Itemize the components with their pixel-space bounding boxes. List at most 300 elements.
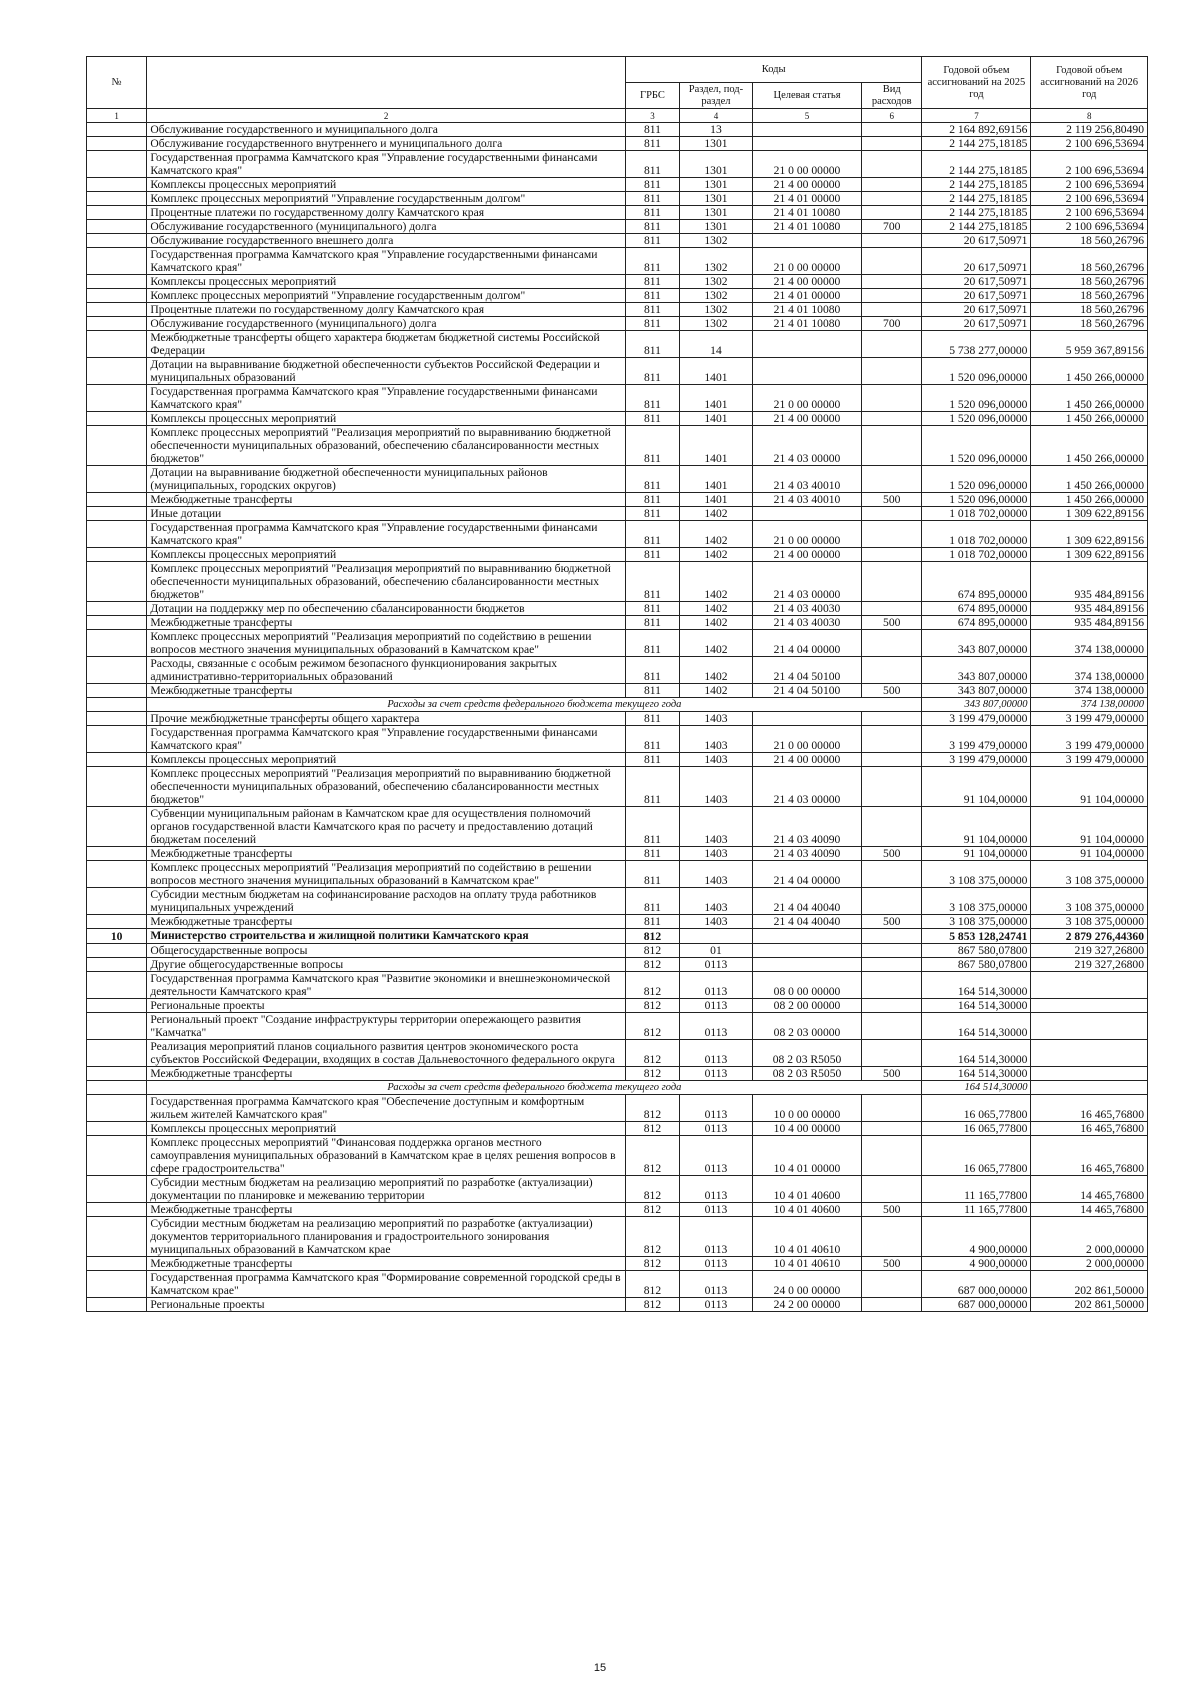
row-amount-2026: 18 560,26796 [1031,303,1148,317]
row-amount-2025: 16 065,77800 [922,1136,1031,1176]
row-section: 0113 [679,958,752,972]
row-name: Комплексы процессных мероприятий [147,1122,626,1136]
row-amount-2026: 2 119 256,80490 [1031,123,1148,137]
row-name: Межбюджетные трансферты [147,493,626,507]
row-amount-2026: 18 560,26796 [1031,275,1148,289]
row-target: 10 4 01 40610 [752,1217,861,1257]
row-amount-2025: 343 807,00000 [922,657,1031,684]
table-row [87,248,1148,275]
row-number [87,548,147,562]
row-amount-2025: 674 895,00000 [922,562,1031,602]
row-grbs: 811 [625,220,679,234]
row-number [87,331,147,358]
row-number [87,767,147,807]
row-vid [862,521,922,548]
row-vid: 700 [862,220,922,234]
table-row [87,426,1148,466]
row-number [87,192,147,206]
row-amount-2025: 1 520 096,00000 [922,358,1031,385]
row-amount-2025: 343 807,00000 [922,698,1031,712]
row-amount-2026 [1031,1040,1148,1067]
row-section: 1402 [679,521,752,548]
row-amount-2026: 2 100 696,53694 [1031,151,1148,178]
table-row [87,861,1148,888]
colnum-5: 5 [752,109,861,123]
row-vid: 500 [862,915,922,929]
row-name: Другие общегосударственные вопросы [147,958,626,972]
row-amount-2025: 343 807,00000 [922,684,1031,698]
row-name: Расходы за счет средств федерального бюджета текущего года [147,698,922,712]
row-target: 24 2 00 00000 [752,1298,861,1312]
row-number [87,275,147,289]
table-row [87,123,1148,137]
row-amount-2026: 3 108 375,00000 [1031,861,1148,888]
row-grbs: 811 [625,466,679,493]
row-section: 0113 [679,1298,752,1312]
row-vid [862,1271,922,1298]
row-grbs: 812 [625,1203,679,1217]
table-row [87,616,1148,630]
row-section: 1301 [679,137,752,151]
row-name: Межбюджетные трансферты общего характера бюджетам бюджетной системы Российской Федерации [147,331,626,358]
row-name: Межбюджетные трансферты [147,616,626,630]
row-name: Субсидии местным бюджетам на реализацию мероприятий по разработке (актуализации) документов территориального планирования и градостроительного зонирования муниципальных образований в Камчатском крае [147,1217,626,1257]
row-number [87,151,147,178]
row-amount-2026: 1 450 266,00000 [1031,385,1148,412]
row-amount-2025: 343 807,00000 [922,630,1031,657]
table-row [87,137,1148,151]
table-row [87,331,1148,358]
row-grbs: 812 [625,1217,679,1257]
row-amount-2026: 16 465,76800 [1031,1136,1148,1176]
row-vid [862,507,922,521]
table-row [87,1203,1148,1217]
row-amount-2025: 687 000,00000 [922,1271,1031,1298]
table-row [87,1013,1148,1040]
row-number [87,1122,147,1136]
table-row [87,548,1148,562]
row-vid [862,192,922,206]
row-amount-2025: 20 617,50971 [922,248,1031,275]
row-number [87,1136,147,1176]
row-vid [862,1040,922,1067]
row-name: Комплекс процессных мероприятий "Реализация мероприятий по содействию в решении вопросов местного значения муниципальных образований в Камчатском крае" [147,630,626,657]
row-vid: 700 [862,317,922,331]
row-vid [862,753,922,767]
row-vid [862,1095,922,1122]
row-amount-2025: 91 104,00000 [922,767,1031,807]
table-row [87,466,1148,493]
row-target: 10 4 01 40600 [752,1176,861,1203]
row-number [87,972,147,999]
row-amount-2026: 374 138,00000 [1031,630,1148,657]
row-amount-2026: 18 560,26796 [1031,317,1148,331]
row-amount-2026: 374 138,00000 [1031,684,1148,698]
table-row [87,289,1148,303]
row-grbs: 811 [625,521,679,548]
row-grbs: 811 [625,753,679,767]
row-number [87,1013,147,1040]
row-name: Региональные проекты [147,1298,626,1312]
row-number [87,888,147,915]
row-number [87,137,147,151]
row-target: 21 4 03 00000 [752,562,861,602]
row-amount-2026: 935 484,89156 [1031,602,1148,616]
row-number [87,847,147,861]
row-section: 1403 [679,915,752,929]
row-section: 1401 [679,412,752,426]
row-vid [862,630,922,657]
table-row [87,712,1148,726]
table-row [87,1298,1148,1312]
row-number [87,521,147,548]
row-section: 1302 [679,289,752,303]
row-amount-2025: 164 514,30000 [922,972,1031,999]
row-grbs: 811 [625,331,679,358]
row-name: Реализация мероприятий планов социального развития центров экономического роста субъектов Российской Федерации, входящих в состав Дальневосточного федерального округа [147,1040,626,1067]
row-target: 10 4 01 40610 [752,1257,861,1271]
row-name: Прочие межбюджетные трансферты общего характера [147,712,626,726]
row-vid [862,426,922,466]
row-section: 1402 [679,602,752,616]
row-amount-2025: 674 895,00000 [922,602,1031,616]
row-amount-2026: 202 861,50000 [1031,1298,1148,1312]
row-amount-2026: 1 309 622,89156 [1031,548,1148,562]
row-section: 1402 [679,562,752,602]
row-section: 1301 [679,178,752,192]
row-amount-2025: 1 520 096,00000 [922,493,1031,507]
table-row [87,807,1148,847]
row-grbs: 811 [625,178,679,192]
row-name: Межбюджетные трансферты [147,1257,626,1271]
row-grbs: 811 [625,684,679,698]
table-row [87,493,1148,507]
row-section: 0113 [679,1257,752,1271]
row-number [87,466,147,493]
row-grbs: 812 [625,972,679,999]
colnum-6: 6 [862,109,922,123]
row-amount-2026: 374 138,00000 [1031,698,1148,712]
row-name: Комплекс процессных мероприятий "Управление государственным долгом" [147,289,626,303]
row-section: 0113 [679,1176,752,1203]
row-number [87,1067,147,1081]
row-amount-2026: 1 309 622,89156 [1031,507,1148,521]
table-row [87,847,1148,861]
table-row [87,1040,1148,1067]
row-target: 24 0 00 00000 [752,1271,861,1298]
row-amount-2025: 5 853 128,24741 [922,929,1031,944]
row-vid [862,137,922,151]
row-name: Комплексы процессных мероприятий [147,178,626,192]
row-vid [862,1013,922,1040]
table-row [87,192,1148,206]
row-grbs: 811 [625,616,679,630]
row-number [87,999,147,1013]
row-target: 08 2 03 R5050 [752,1067,861,1081]
row-amount-2026: 3 199 479,00000 [1031,753,1148,767]
table-row [87,753,1148,767]
row-vid [862,466,922,493]
row-number [87,358,147,385]
row-section: 1302 [679,317,752,331]
row-name: Государственная программа Камчатского края "Управление государственными финансами Камчатского края" [147,726,626,753]
row-amount-2025: 164 514,30000 [922,1040,1031,1067]
row-section: 1301 [679,151,752,178]
row-target [752,137,861,151]
row-vid [862,1122,922,1136]
row-vid [862,234,922,248]
row-vid [862,999,922,1013]
row-number [87,507,147,521]
row-section: 1403 [679,861,752,888]
row-section: 1402 [679,657,752,684]
row-grbs: 811 [625,151,679,178]
row-target: 10 4 01 00000 [752,1136,861,1176]
row-name: Комплексы процессных мероприятий [147,275,626,289]
row-target: 21 4 00 00000 [752,178,861,192]
row-amount-2026 [1031,999,1148,1013]
row-grbs: 811 [625,630,679,657]
row-target: 21 4 04 50100 [752,684,861,698]
row-name: Процентные платежи по государственному долгу Камчатского края [147,206,626,220]
row-amount-2025: 164 514,30000 [922,1067,1031,1081]
row-name: Комплекс процессных мероприятий "Реализация мероприятий по выравниванию бюджетной обеспеченности муниципальных образований, обеспечению сбалансированности местных бюджетов" [147,426,626,466]
row-amount-2025: 1 520 096,00000 [922,466,1031,493]
row-number [87,178,147,192]
row-amount-2026: 1 309 622,89156 [1031,521,1148,548]
colnum-1: 1 [87,109,147,123]
table-row [87,944,1148,958]
row-number [87,753,147,767]
row-section: 1402 [679,684,752,698]
row-grbs: 811 [625,888,679,915]
colnum-2: 2 [147,109,626,123]
row-section: 1302 [679,303,752,317]
table-row [87,275,1148,289]
row-name: Межбюджетные трансферты [147,684,626,698]
row-amount-2025: 2 144 275,18185 [922,151,1031,178]
table-row [87,220,1148,234]
row-amount-2026: 18 560,26796 [1031,289,1148,303]
header-target: Целевая статья [752,83,861,109]
row-grbs: 811 [625,767,679,807]
row-name: Дотации на поддержку мер по обеспечению сбалансированности бюджетов [147,602,626,616]
row-number [87,248,147,275]
row-grbs: 811 [625,234,679,248]
row-grbs: 812 [625,1040,679,1067]
row-name: Обслуживание государственного (муниципального) долга [147,317,626,331]
row-target: 10 4 01 40600 [752,1203,861,1217]
row-amount-2026: 219 327,26800 [1031,958,1148,972]
row-vid [862,861,922,888]
row-name: Обслуживание государственного внешнего долга [147,234,626,248]
row-grbs: 811 [625,861,679,888]
row-grbs: 811 [625,358,679,385]
row-amount-2026: 2 100 696,53694 [1031,178,1148,192]
row-amount-2026: 2 000,00000 [1031,1257,1148,1271]
row-name: Комплекс процессных мероприятий "Реализация мероприятий по выравниванию бюджетной обеспеченности муниципальных образований, обеспечению сбалансированности местных бюджетов" [147,562,626,602]
table-row [87,767,1148,807]
row-grbs: 812 [625,1298,679,1312]
row-vid [862,888,922,915]
federal-funds-row [87,698,1148,712]
row-grbs: 812 [625,1257,679,1271]
row-vid [862,385,922,412]
row-vid [862,767,922,807]
row-target: 21 4 01 10080 [752,303,861,317]
row-target [752,234,861,248]
row-target: 08 2 00 00000 [752,999,861,1013]
row-number [87,944,147,958]
row-grbs: 811 [625,548,679,562]
row-amount-2026: 91 104,00000 [1031,847,1148,861]
row-target: 21 4 00 00000 [752,753,861,767]
row-number [87,303,147,317]
header-vid: Вид расходов [862,83,922,109]
row-vid [862,958,922,972]
row-amount-2026: 16 465,76800 [1031,1122,1148,1136]
row-target [752,123,861,137]
row-grbs: 811 [625,137,679,151]
row-grbs: 812 [625,929,679,944]
table-row [87,317,1148,331]
row-amount-2025: 1 520 096,00000 [922,385,1031,412]
table-row [87,385,1148,412]
header-num: № [87,57,147,109]
row-grbs: 811 [625,426,679,466]
row-vid [862,1298,922,1312]
row-name: Иные дотации [147,507,626,521]
row-grbs: 811 [625,317,679,331]
row-target: 21 0 00 00000 [752,385,861,412]
row-section: 1402 [679,630,752,657]
table-row [87,1217,1148,1257]
row-vid [862,151,922,178]
row-name: Дотации на выравнивание бюджетной обеспеченности муниципальных районов (муниципальных, городских округов) [147,466,626,493]
row-target: 21 4 00 00000 [752,548,861,562]
row-name: Субвенции муниципальным районам в Камчатском крае для осуществления полномочий органов государственной власти Камчатского края по расчету и предоставлению дотаций бюджетам поселений [147,807,626,847]
row-section: 0113 [679,1040,752,1067]
row-amount-2026: 1 450 266,00000 [1031,466,1148,493]
row-amount-2026: 935 484,89156 [1031,562,1148,602]
row-target: 21 4 01 00000 [752,192,861,206]
row-amount-2025: 1 520 096,00000 [922,426,1031,466]
row-target: 21 4 03 40010 [752,466,861,493]
table-row [87,726,1148,753]
row-number [87,1298,147,1312]
row-target: 21 4 00 00000 [752,275,861,289]
row-amount-2025: 164 514,30000 [922,1081,1031,1095]
row-vid [862,412,922,426]
row-amount-2026: 2 100 696,53694 [1031,137,1148,151]
row-target: 10 0 00 00000 [752,1095,861,1122]
row-grbs: 812 [625,1122,679,1136]
row-amount-2026: 1 450 266,00000 [1031,493,1148,507]
row-grbs: 812 [625,944,679,958]
row-number [87,206,147,220]
row-amount-2025: 4 900,00000 [922,1257,1031,1271]
table-row [87,1257,1148,1271]
row-target: 21 4 03 40090 [752,847,861,861]
row-vid [862,331,922,358]
row-amount-2025: 5 738 277,00000 [922,331,1031,358]
table-row [87,915,1148,929]
header-grbs: ГРБС [625,83,679,109]
row-amount-2026: 14 465,76800 [1031,1203,1148,1217]
row-grbs: 811 [625,412,679,426]
row-section: 1401 [679,358,752,385]
row-vid [862,123,922,137]
row-number [87,412,147,426]
row-amount-2025: 2 144 275,18185 [922,206,1031,220]
row-name: Комплекс процессных мероприятий "Управление государственным долгом" [147,192,626,206]
row-name: Государственная программа Камчатского края "Управление государственными финансами Камчатского края" [147,151,626,178]
row-number [87,562,147,602]
row-amount-2025: 2 164 892,69156 [922,123,1031,137]
row-number: 10 [87,929,147,944]
row-vid [862,807,922,847]
row-amount-2026: 219 327,26800 [1031,944,1148,958]
row-section [679,929,752,944]
row-vid: 500 [862,493,922,507]
row-amount-2025: 674 895,00000 [922,616,1031,630]
row-section: 0113 [679,1013,752,1040]
row-grbs: 811 [625,192,679,206]
row-section: 0113 [679,1095,752,1122]
row-grbs: 812 [625,1013,679,1040]
row-section: 0113 [679,1217,752,1257]
row-vid [862,972,922,999]
row-amount-2026: 2 100 696,53694 [1031,192,1148,206]
row-name: Министерство строительства и жилищной политики Камчатского края [147,929,626,944]
row-grbs: 811 [625,807,679,847]
row-target: 21 4 00 00000 [752,412,861,426]
row-amount-2025: 867 580,07800 [922,944,1031,958]
row-target: 08 2 03 R5050 [752,1040,861,1067]
row-amount-2026: 5 959 367,89156 [1031,331,1148,358]
row-number [87,915,147,929]
row-section: 1403 [679,767,752,807]
row-number [87,726,147,753]
row-vid [862,562,922,602]
row-section: 0113 [679,999,752,1013]
row-vid [862,303,922,317]
row-name: Комплексы процессных мероприятий [147,412,626,426]
row-section: 1401 [679,466,752,493]
table-row [87,888,1148,915]
row-name: Обслуживание государственного (муниципального) долга [147,220,626,234]
colnum-7: 7 [922,109,1031,123]
row-number [87,123,147,137]
header-name [147,57,626,109]
row-section: 01 [679,944,752,958]
row-number [87,630,147,657]
table-header [87,57,1148,123]
row-section: 1401 [679,493,752,507]
row-grbs: 811 [625,726,679,753]
row-amount-2026: 16 465,76800 [1031,1095,1148,1122]
row-amount-2025: 16 065,77800 [922,1095,1031,1122]
row-name: Государственная программа Камчатского края "Развитие экономики и внешнеэкономической деятельности Камчатского края" [147,972,626,999]
row-target: 10 4 00 00000 [752,1122,861,1136]
row-number [87,493,147,507]
row-amount-2025: 3 199 479,00000 [922,712,1031,726]
row-amount-2026 [1031,1081,1148,1095]
row-amount-2026 [1031,1067,1148,1081]
table-row [87,958,1148,972]
colnum-4: 4 [679,109,752,123]
row-number [87,1095,147,1122]
